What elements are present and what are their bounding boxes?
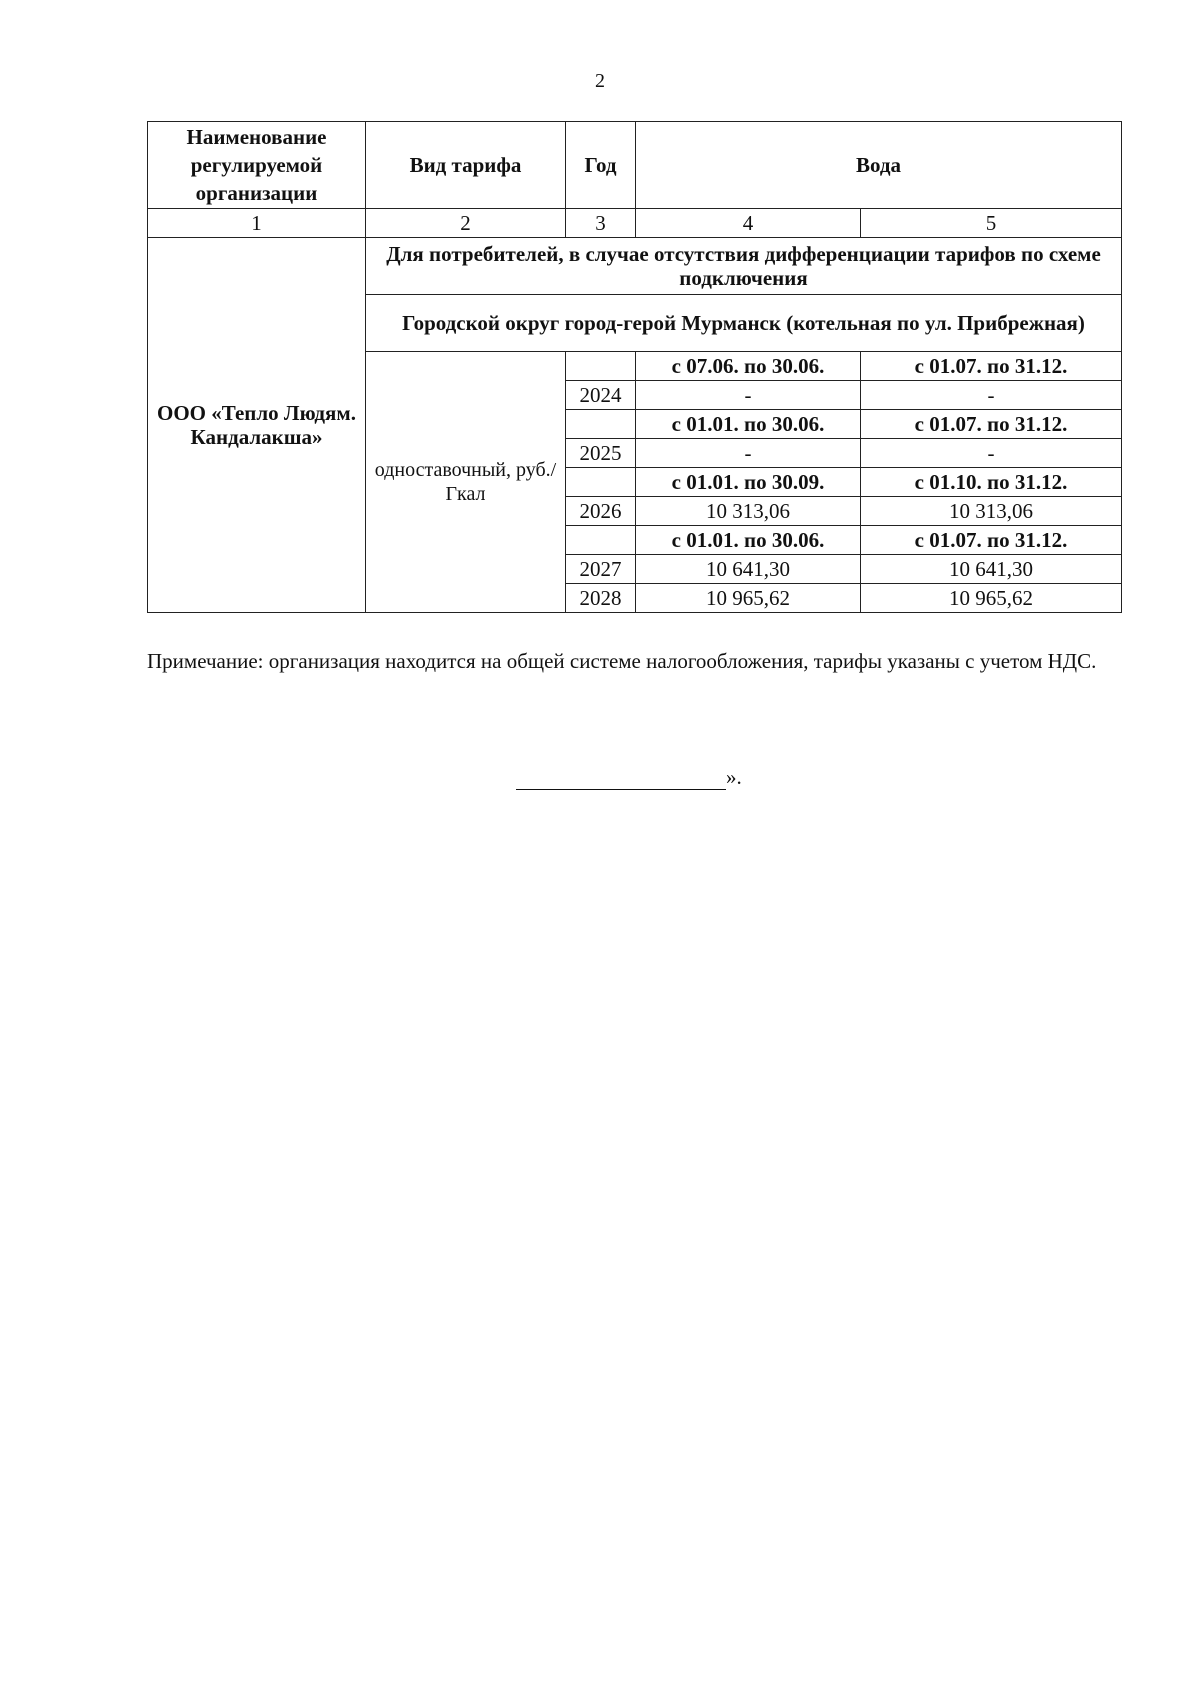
header-org: Наименование регулируемой организации: [148, 122, 366, 209]
header-water: Вода: [636, 122, 1122, 209]
footnote: Примечание: организация находится на общей системе налогообложения, тарифы указаны с учетом НДС.: [147, 649, 1097, 673]
value-cell: -: [861, 381, 1122, 410]
column-number-row: [148, 209, 1122, 238]
value-cell: -: [636, 381, 861, 410]
value-cell: 10 965,62: [861, 584, 1122, 613]
year-cell: 2028: [566, 584, 636, 613]
value-cell: 10 313,06: [636, 497, 861, 526]
column-number: 3: [566, 209, 636, 238]
value-cell: -: [636, 439, 861, 468]
period-cell: с 01.07. по 31.12.: [861, 410, 1122, 439]
period-cell: с 01.01. по 30.06.: [636, 526, 861, 555]
year-cell: 2027: [566, 555, 636, 584]
period-cell: с 01.07. по 31.12.: [861, 526, 1122, 555]
year-cell-empty: [566, 410, 636, 439]
column-number: 2: [366, 209, 566, 238]
section-row: [148, 238, 1122, 295]
section-title: Для потребителей, в случае отсутствия дифференциации тарифов по схеме подключения: [366, 238, 1122, 295]
closing-quote: ».: [726, 765, 742, 789]
column-number: 4: [636, 209, 861, 238]
header-row: [148, 122, 1122, 209]
column-number: 5: [861, 209, 1122, 238]
tariff-type: одноставочный, руб./Гкал: [366, 352, 566, 613]
year-cell: 2025: [566, 439, 636, 468]
period-cell: с 01.01. по 30.06.: [636, 410, 861, 439]
period-cell: с 01.07. по 31.12.: [861, 352, 1122, 381]
location-title: Городской округ город-герой Мурманск (котельная по ул. Прибрежная): [366, 295, 1122, 352]
organization-name: ООО «Тепло Людям. Кандалакша»: [148, 238, 366, 613]
page-number: 2: [595, 70, 605, 92]
value-cell: -: [861, 439, 1122, 468]
period-cell: с 07.06. по 30.06.: [636, 352, 861, 381]
signature-line: [516, 767, 726, 790]
period-cell: с 01.10. по 31.12.: [861, 468, 1122, 497]
value-cell: 10 965,62: [636, 584, 861, 613]
header-year: Год: [566, 122, 636, 209]
value-cell: 10 641,30: [636, 555, 861, 584]
column-number: 1: [148, 209, 366, 238]
year-cell-empty: [566, 468, 636, 497]
value-cell: 10 313,06: [861, 497, 1122, 526]
year-cell-empty: [566, 526, 636, 555]
tariff-table: [147, 121, 1122, 613]
period-cell: с 01.01. по 30.09.: [636, 468, 861, 497]
value-cell: 10 641,30: [861, 555, 1122, 584]
year-cell: 2024: [566, 381, 636, 410]
year-cell: 2026: [566, 497, 636, 526]
year-cell-empty: [566, 352, 636, 381]
closing-mark: [516, 765, 742, 790]
header-tariff-type: Вид тарифа: [366, 122, 566, 209]
